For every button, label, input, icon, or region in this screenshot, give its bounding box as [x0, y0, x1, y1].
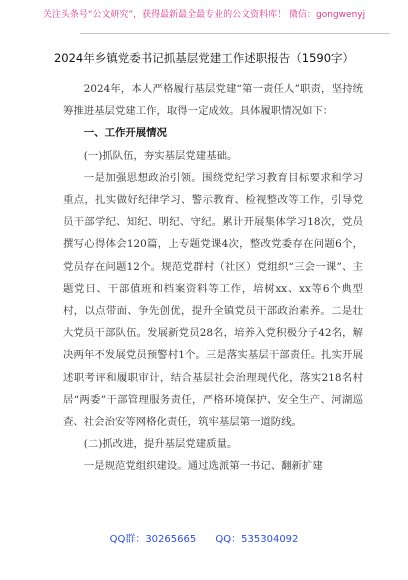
- paragraph-body-1: 一是加强思想政治引领。围绕党纪学习教育目标要求和学习重点，扎实做好纪律学习、警示教育、检视整改等工作，引导党员干部学纪、知纪、明纪、守纪。累计开展集体学习18次，党员撰写心得体会120篇，上专题党课4次，整改党委存在问题6个，党员存在问题12个。规范党群村（社区）党组织“三会一课”、主题党日、干部值班和档案资料等工作，培树xx、xx等6个典型村，以点带面、争先创优，提升全镇党员干部政治素养。二是壮大党员干部队伍。发展新党员28名，培养入党积极分子42名，解决两年不发展党员预警村1个。三是落实基层干部责任。扎实开展述职考评和履职审计，结合基层社会治理现代化，落实218名村居“两委”干部管理服务责任，严格环境保护、安全生产、河湖巡查、社会治安等网格化责任，筑牢基层第一道防线。: [63, 171, 363, 429]
- header-divider: [80, 33, 390, 34]
- paragraph-intro: 2024年，本人严格履行基层党建“第一责任人”职责，坚持统筹推进基层党建工作，取得一定成效。具体履职情况如下：: [63, 83, 363, 118]
- subsection-heading-1: (一)抓队伍，夯实基层党建基础。: [83, 149, 238, 162]
- qq-group-text: QQ群：30265665: [109, 534, 197, 545]
- section-heading: 一、工作开展情况: [83, 127, 167, 140]
- qq-text: QQ：535304092: [215, 534, 299, 545]
- paragraph-body-2: 一是规范党组织建设。通过选派第一书记、翻新扩建: [83, 460, 323, 473]
- document-body: [63, 78, 363, 478]
- footer-contact: [0, 530, 408, 545]
- header-banner: 关注头条号“公文研究”，获得最新最全最专业的公文资料库！ 微信：gongwenyj: [42, 10, 366, 20]
- subsection-heading-2: (二)抓改进，提升基层党建质量。: [83, 438, 238, 451]
- document-title: 2024年乡镇党委书记抓基层党建工作述职报告（1590字）: [53, 51, 355, 65]
